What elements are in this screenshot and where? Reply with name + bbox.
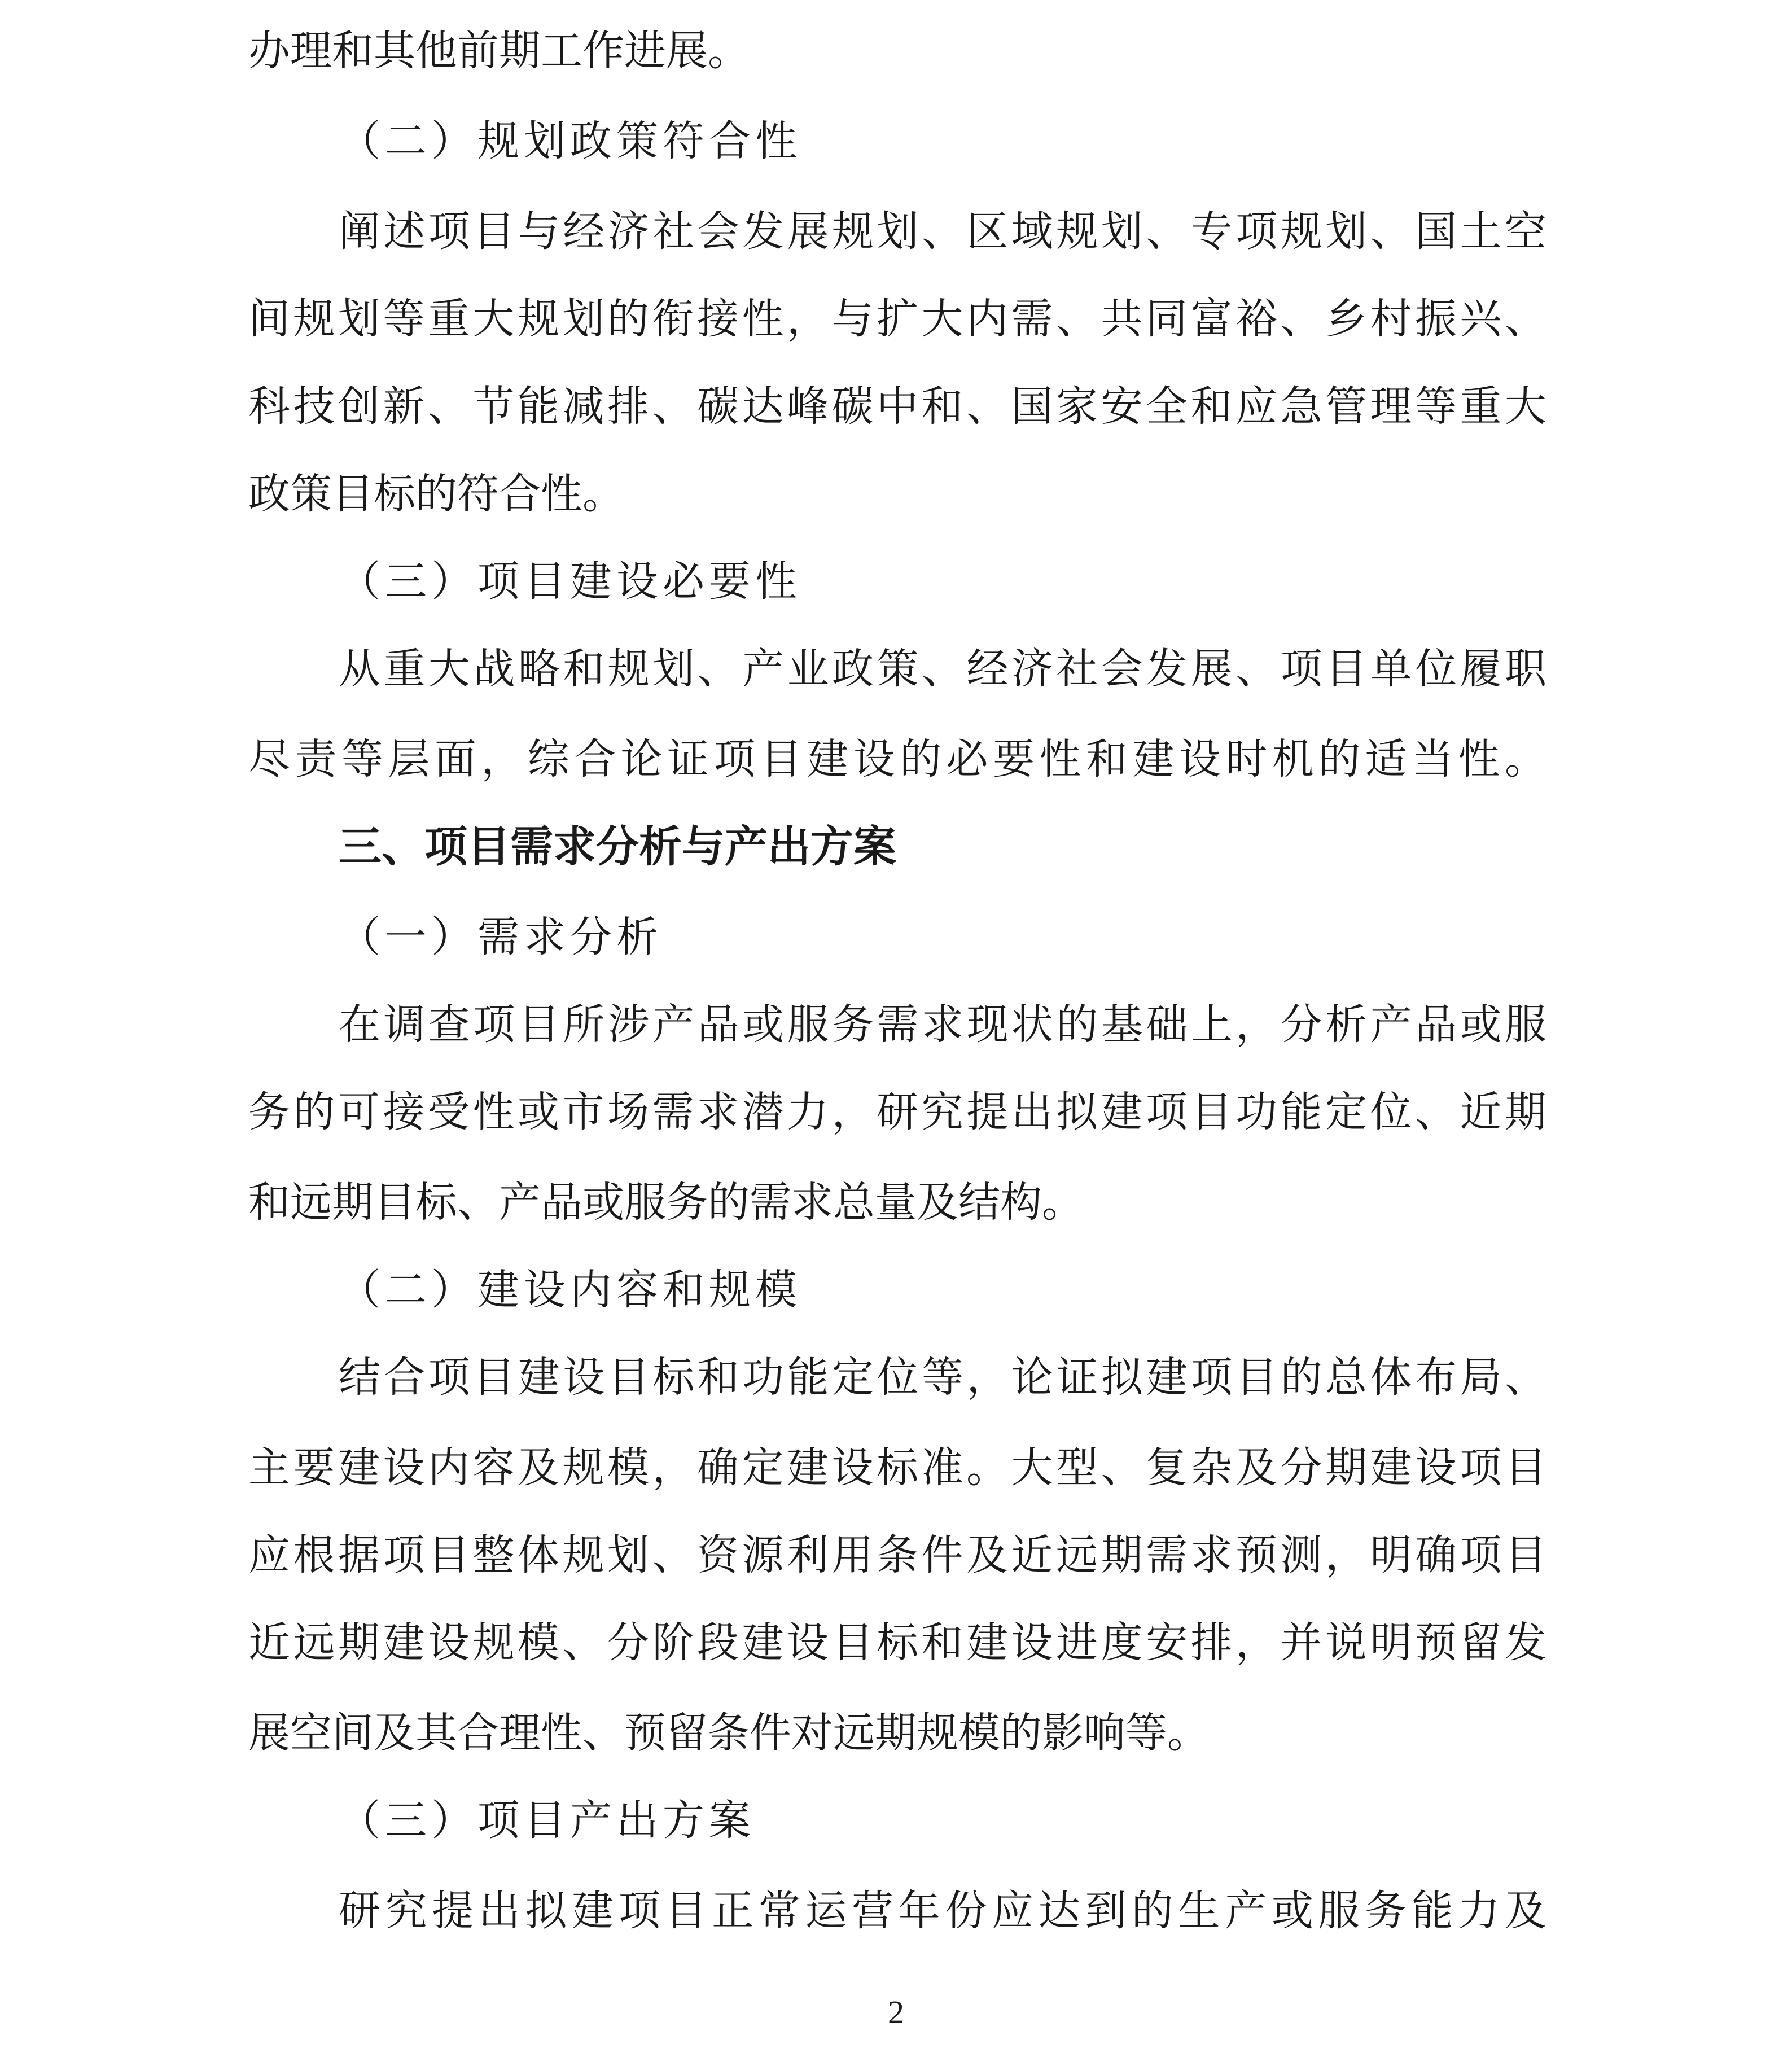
subsection-heading: （二）建设内容和规模 [339, 1266, 801, 1314]
body-text-line: 科技创新、节能减排、碳达峰碳中和、国家安全和应急管理等重大 [248, 382, 1546, 431]
body-text-line: 办理和其他前期工作进展。 [248, 27, 750, 75]
body-text-line: 展空间及其合理性、预留条件对远期规模的影响等。 [248, 1709, 1209, 1757]
subsection-heading: （一）需求分析 [339, 913, 663, 961]
body-text-line: 政策目标的符合性。 [248, 470, 624, 518]
subsection-heading: （二）规划政策符合性 [339, 117, 801, 165]
page-number: 2 [888, 1994, 904, 2030]
body-text-line: 阐述项目与经济社会发展规划、区域规划、专项规划、国土空 [339, 207, 1546, 256]
body-text-line: 主要建设内容及规模，确定建设标准。大型、复杂及分期建设项目 [248, 1443, 1546, 1492]
body-text-line: 在调查项目所涉产品或服务需求现状的基础上，分析产品或服 [339, 1000, 1546, 1049]
body-text-line: 和远期目标、产品或服务的需求总量及结构。 [248, 1178, 1084, 1227]
body-text-line: 从重大战略和规划、产业政策、经济社会发展、项目单位履职 [339, 645, 1546, 693]
body-text-line: 结合项目建设目标和功能定位等，论证拟建项目的总体布局、 [339, 1353, 1546, 1402]
subsection-heading: （三）项目产出方案 [339, 1796, 755, 1845]
subsection-heading: （三）项目建设必要性 [339, 557, 801, 606]
body-text-line: 近远期建设规模、分阶段建设目标和建设进度安排，并说明预留发 [248, 1618, 1546, 1667]
body-text-line: 尽责等层面，综合论证项目建设的必要性和建设时机的适当性。 [248, 735, 1546, 784]
body-text-line: 务的可接受性或市场需求潜力，研究提出拟建项目功能定位、近期 [248, 1088, 1546, 1136]
body-text-line: 应根据项目整体规划、资源利用条件及近远期需求预测，明确项目 [248, 1531, 1546, 1579]
body-text-line: 间规划等重大规划的衔接性，与扩大内需、共同富裕、乡村振兴、 [248, 295, 1546, 343]
section-heading: 三、项目需求分析与产出方案 [339, 821, 896, 872]
body-text-line: 研究提出拟建项目正常运营年份应达到的生产或服务能力及 [339, 1887, 1546, 1935]
